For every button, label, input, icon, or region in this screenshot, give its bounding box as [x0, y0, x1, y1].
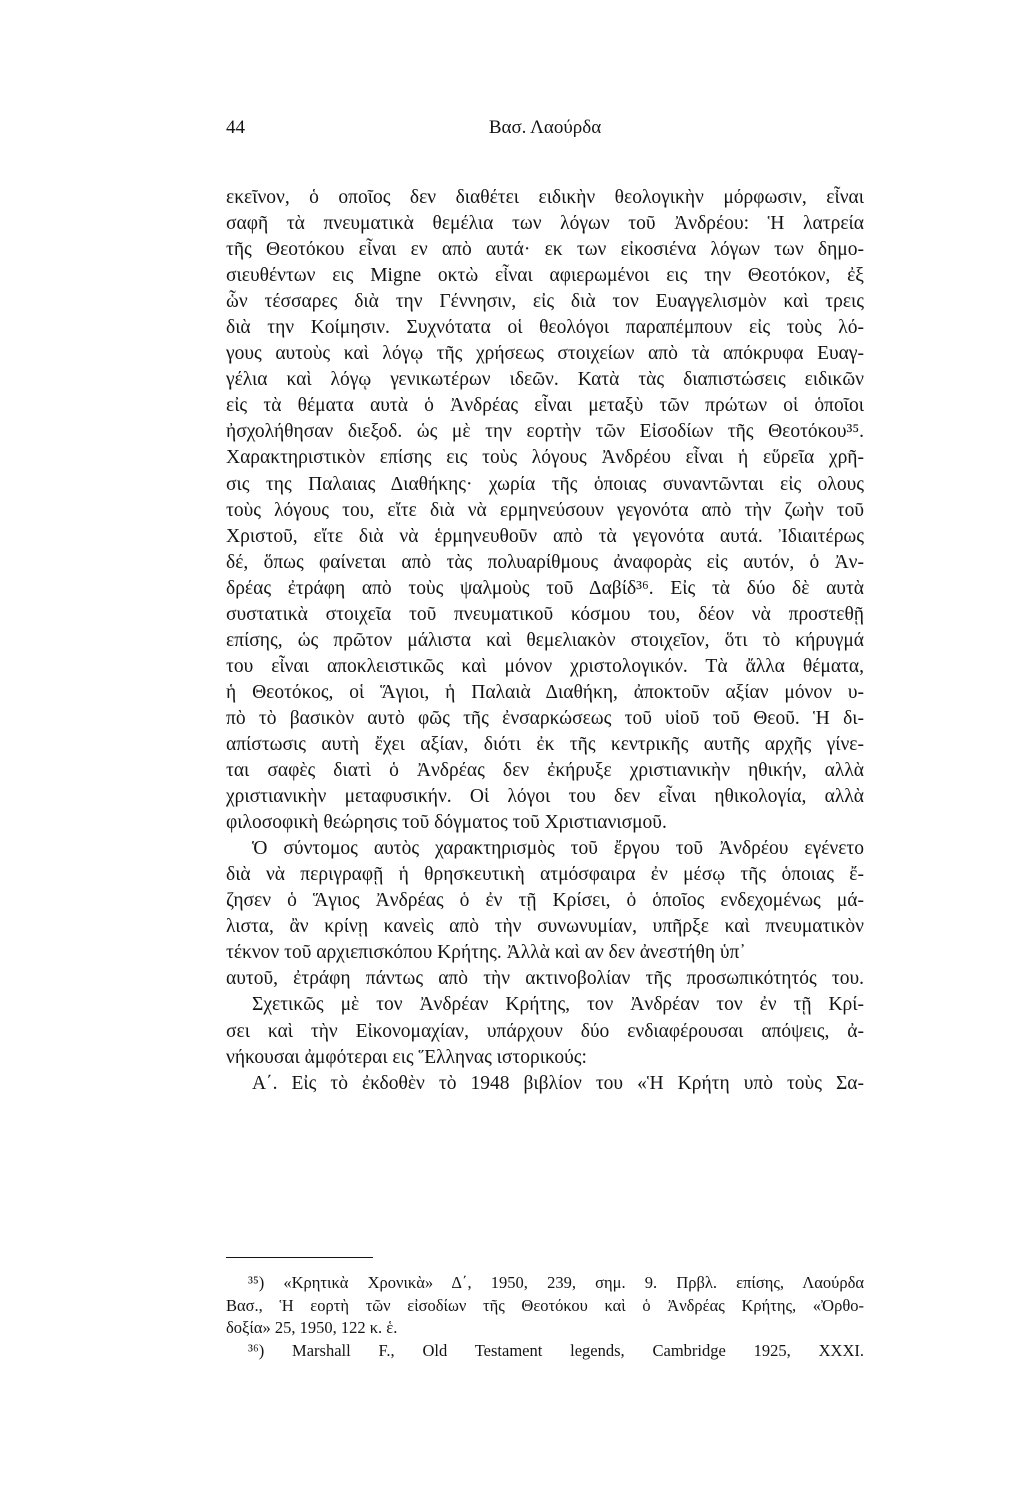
- text-line: πὸ τὸ βασικὸν αυτὸ φῶς τῆς ἐνσαρκώσεως τοῦ υἱοῦ τοῦ Θεοῦ. Ἡ δι-: [226, 707, 864, 729]
- text-line: ται σαφὲς διατὶ ὁ Ἀνδρέας δεν ἐκήρυξε χριστιανικὴν ηθικήν, αλλὰ: [226, 760, 864, 782]
- text-line: ζησεν ὁ Ἅγιος Ἀνδρέας ὁ ἐν τῇ Κρίσει, ὁ ὁποῖος ενδεχομένως μά-: [226, 890, 864, 912]
- text-line: γέλια καὶ λόγῳ γενικωτέρων ιδεῶν. Κατὰ τὰς διαπιστώσεις ειδικῶν: [226, 369, 864, 391]
- footnote-line: ³⁵) «Κρητικὰ Χρονικὰ» Δ΄, 1950, 239, σημ. 9. Πρβλ. επίσης, Λαούρδα: [248, 1273, 864, 1292]
- text-line: διὰ την Κοίμησιν. Συχνότατα οἱ θεολόγοι παραπέμπουν εἰς τοὺς λό-: [226, 317, 864, 339]
- text-line: γους αυτοὺς καὶ λόγῳ τῆς χρήσεως στοιχείων απὸ τὰ απόκρυφα Ευαγ-: [226, 343, 864, 365]
- text-line: λιστα, ἂν κρίνῃ κανεὶς απὸ τὴν συνωνυμίαν, υπῆρξε καὶ πνευματικὸν: [226, 916, 864, 938]
- text-line: τῆς Θεοτόκου εἶναι εν απὸ αυτά· εκ των εἰκοσιένα λόγων των δημο-: [226, 239, 864, 261]
- text-line: δέ, ὅπως φαίνεται απὸ τὰς πολυαρίθμους ἀναφορὰς εἰς αυτόν, ὁ Ἀν-: [226, 551, 864, 573]
- text-line: φιλοσοφικὴ θεώρησις τοῦ δόγματος τοῦ Χριστιανισμοῦ.: [226, 812, 667, 834]
- text-line: δρέας ἐτράφη απὸ τοὺς ψαλμοὺς τοῦ Δαβίδ³⁶. Εἰς τὰ δύο δὲ αυτὰ: [226, 577, 864, 599]
- text-line: Χαρακτηριστικὸν επίσης εις τοὺς λόγους Ἀνδρέου εἶναι ἡ εὕρεῖα χρῆ-: [226, 447, 864, 469]
- page-header: [226, 117, 864, 147]
- footnote-line: Βασ., Ἡ εορτὴ τῶν εἰσοδίων τῆς Θεοτόκου καὶ ὁ Ἀνδρέας Κρήτης, «Ὀρθο-: [226, 1295, 864, 1315]
- text-line: του εἶναι αποκλειστικῶς καὶ μόνον χριστολογικόν. Τὰ ἄλλα θέματα,: [226, 655, 864, 677]
- text-line: χριστιανικὴν μεταφυσικήν. Οἱ λόγοι του δεν εἶναι ηθικολογία, αλλὰ: [226, 786, 864, 808]
- running-head: Βασ. Λαούρδα: [488, 117, 602, 138]
- text-line: επίσης, ὡς πρῶτον μάλιστα καὶ θεμελιακὸν στοιχεῖον, ὅτι τὸ κήρυγμά: [226, 629, 864, 651]
- page-number: 44: [226, 117, 245, 138]
- text-line: εἰς τὰ θέματα αυτὰ ὁ Ἀνδρέας εἶναι μεταξὺ τῶν πρώτων οἱ ὁποῖοι: [226, 395, 864, 417]
- footnotes: [226, 1272, 864, 1362]
- text-line: Ὁ σύντομος αυτὸς χαρακτηρισμὸς τοῦ ἔργου τοῦ Ἀνδρέου εγένετο: [252, 838, 864, 860]
- text-line: σις της Παλαιας Διαθήκης· χωρία τῆς ὁποιας συναντῶνται εἰς ολους: [226, 473, 864, 495]
- text-line: ὧν τέσσαρες διὰ την Γέννησιν, εἰς διὰ τον Ευαγγελισμὸν καὶ τρεις: [226, 291, 864, 313]
- text-line: Χριστοῦ, εἴτε διὰ νὰ ἑρμηνευθοῦν απὸ τὰ γεγονότα αυτά. Ἰδιαιτέρως: [226, 525, 864, 547]
- text-line: τοὺς λόγους του, εἴτε διὰ νὰ ερμηνεύσουν γεγονότα απὸ τὴν ζωὴν τοῦ: [226, 499, 864, 521]
- text-line: νήκουσαι ἀμφότεραι εις Ἕλληνας ιστορικούς:: [226, 1046, 587, 1068]
- footnote-line: δοξία» 25, 1950, 122 κ. ἑ.: [226, 1318, 398, 1337]
- text-line: Σχετικῶς μὲ τον Ἀνδρέαν Κρήτης, τον Ἀνδρέαν τον ἐν τῇ Κρί-: [252, 994, 864, 1016]
- text-line: συστατικὰ στοιχεῖα τοῦ πνευματικοῦ κόσμου του, δέον νὰ προστεθῇ: [226, 603, 864, 625]
- text-line: σιευθέντων εις Migne οκτὼ εἶναι αφιερωμένοι εις την Θεοτόκον, ἐξ: [226, 265, 864, 287]
- text-line: σαφῆ τὰ πνευματικὰ θεμέλια των λόγων τοῦ Ἀνδρέου: Ἡ λατρεία: [226, 213, 864, 235]
- body-text: [226, 185, 864, 1097]
- text-line: σει καὶ τὴν Εἰκονομαχίαν, υπάρχουν δύο ενδιαφέρουσαι απόψεις, ἀ-: [226, 1020, 864, 1042]
- text-line: Α΄. Εἰς τὸ ἐκδοθὲν τὸ 1948 βιβλίον του «Ἡ Κρήτη υπὸ τοὺς Σα-: [252, 1072, 864, 1094]
- text-line: ἡ Θεοτόκος, οἱ Ἅγιοι, ἡ Παλαιὰ Διαθήκη, ἀποκτοῦν αξίαν μόνον υ-: [226, 681, 864, 703]
- footnote-line: ³⁶) Marshall F., Old Testament legends, Cambridge 1925, XXXI.: [248, 1340, 864, 1360]
- text-line: διὰ νὰ περιγραφῇ ἡ θρησκευτικὴ ατμόσφαιρα ἐν μέσῳ τῆς ὁποιας ἔ-: [226, 864, 864, 886]
- footnote-separator: [226, 1257, 373, 1258]
- text-line: αυτοῦ, ἐτράφη πάντως απὸ τὴν ακτινοβολίαν τῆς προσωπικότητός του.: [226, 968, 864, 990]
- text-line: εκεῖνον, ὁ οποῖος δεν διαθέτει ειδικὴν θεολογικὴν μόρφωσιν, εἶναι: [226, 187, 864, 208]
- text-line: ἠσχολήθησαν διεξοδ. ὡς μὲ την εορτὴν τῶν Εἰσοδίων τῆς Θεοτόκου³⁵.: [226, 421, 864, 443]
- text-line: τέκνον τοῦ αρχιεπισκόπου Κρήτης. Ἀλλὰ καὶ αν δεν ἀνεστήθη ὑπ᾿: [226, 942, 746, 964]
- text-line: απίστωσις αυτὴ ἔχει αξίαν, διότι ἐκ τῆς κεντρικῆς αυτῆς αρχῆς γίνε-: [226, 733, 864, 755]
